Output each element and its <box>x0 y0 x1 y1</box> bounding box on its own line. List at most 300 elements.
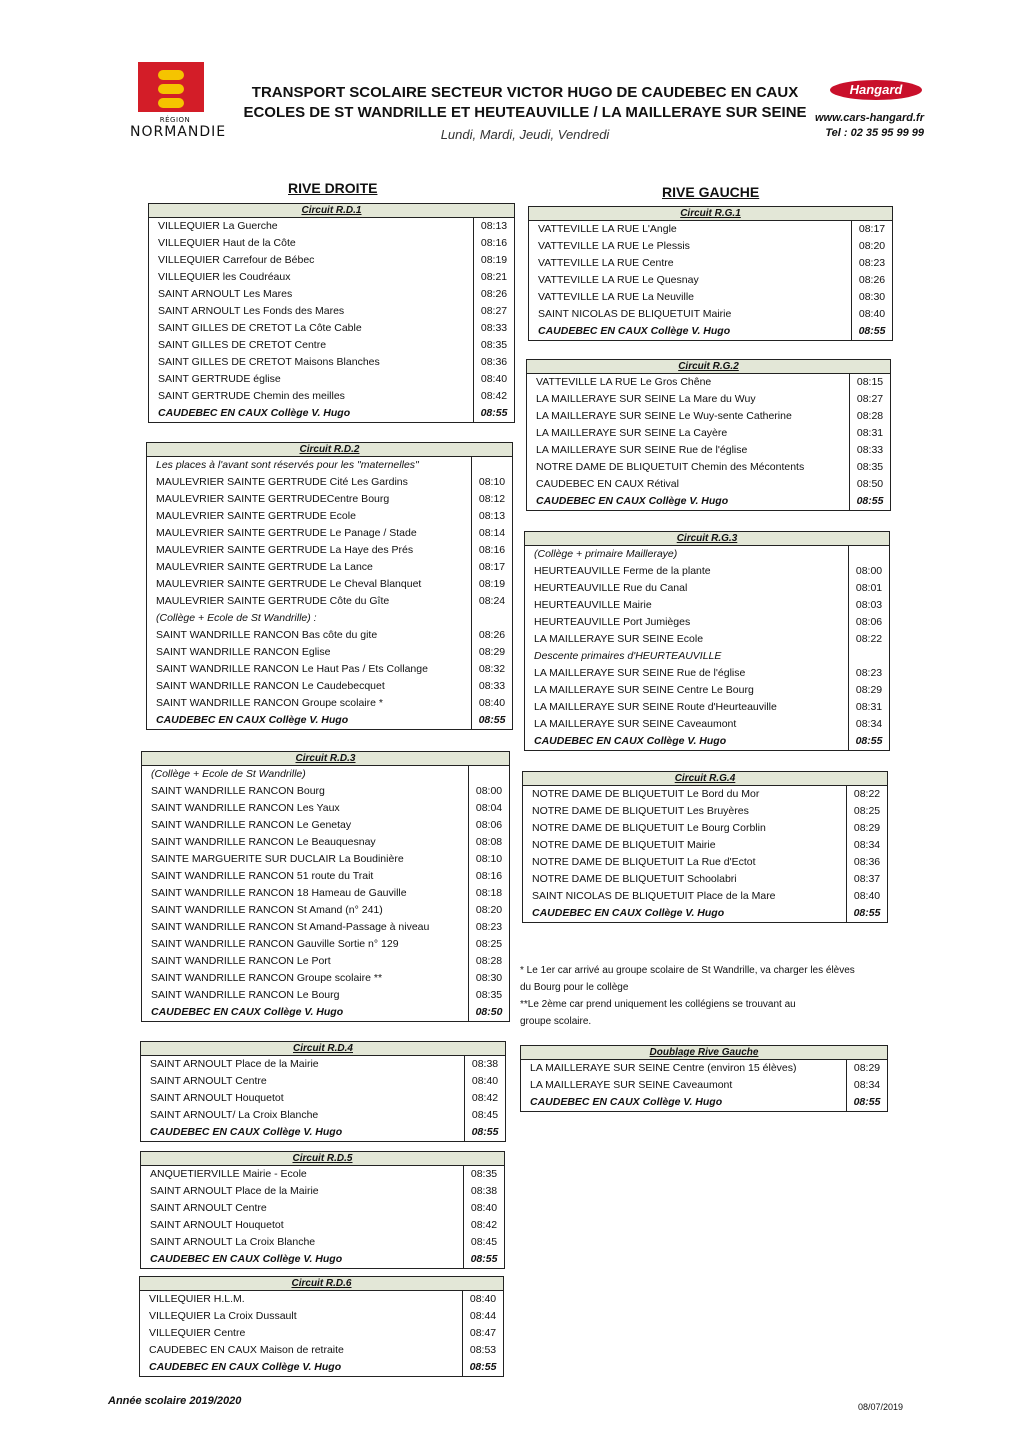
stop-row <box>527 442 890 459</box>
stop-name: VATTEVILLE LA RUE Le Plessis <box>538 240 690 252</box>
stop-row <box>529 323 892 340</box>
stop-row <box>521 1060 887 1077</box>
stop-row <box>523 888 887 905</box>
stop-name: CAUDEBEC EN CAUX Collège V. Hugo <box>530 1096 723 1108</box>
circuit-header: Circuit R.D.5 <box>141 1152 504 1166</box>
stop-row <box>142 919 509 936</box>
stop-name: SAINT ARNOULT/ La Croix Blanche <box>150 1109 319 1121</box>
stop-name: SAINT WANDRILLE RANCON Bas côte du gite <box>156 629 378 641</box>
stop-name: SAINT WANDRILLE RANCON 51 route du Trait <box>151 870 374 882</box>
stop-time: 08:16 <box>473 235 514 252</box>
stop-name: SAINT ARNOULT Houquetot <box>150 1092 284 1104</box>
stop-row <box>141 1166 504 1183</box>
website-link[interactable]: www.cars-hangard.fr <box>814 112 924 124</box>
stop-name: SAINT WANDRILLE RANCON Le Genetay <box>151 819 352 831</box>
stop-row <box>149 218 514 235</box>
stop-row <box>147 559 512 576</box>
stop-time <box>848 648 889 665</box>
stop-row <box>142 970 509 987</box>
stop-time: 08:55 <box>851 323 892 340</box>
footnote-2a: **Le 2ème car prend uniquement les collégiens se trouvant au <box>520 999 796 1010</box>
stop-row <box>147 712 512 729</box>
stop-time: 08:29 <box>846 820 887 837</box>
stop-name: LA MAILLERAYE SUR SEINE La Mare du Wuy <box>536 393 756 405</box>
stop-name: SAINT WANDRILLE RANCON Groupe scolaire ** <box>151 972 383 984</box>
stop-time <box>471 457 512 474</box>
stop-name: LA MAILLERAYE SUR SEINE Caveaumont <box>530 1079 733 1091</box>
stop-row <box>527 391 890 408</box>
stop-time: 08:27 <box>473 303 514 320</box>
stop-time: 08:35 <box>849 459 890 476</box>
region-label: RÉGION <box>159 116 191 124</box>
stop-row <box>525 699 889 716</box>
stop-row <box>529 255 892 272</box>
stop-row <box>523 820 887 837</box>
stop-time: 08:55 <box>471 712 512 729</box>
stop-name: VILLEQUIER Haut de la Côte <box>158 237 296 249</box>
stop-name: MAULEVRIER SAINTE GERTRUDE Cité Les Gardins <box>156 476 408 488</box>
stop-row <box>141 1107 505 1124</box>
stop-name: CAUDEBEC EN CAUX Collège V. Hugo <box>151 1006 344 1018</box>
stop-name: CAUDEBEC EN CAUX Maison de retraite <box>149 1344 344 1356</box>
stop-time: 08:01 <box>848 580 889 597</box>
stop-row <box>140 1359 503 1376</box>
stop-time: 08:35 <box>473 337 514 354</box>
circuit-rg3-table <box>524 531 890 751</box>
circuit-header: Circuit R.D.2 <box>147 443 512 457</box>
stop-name: CAUDEBEC EN CAUX Collège V. Hugo <box>149 1361 342 1373</box>
region-normandie-logo <box>130 62 227 140</box>
stop-time: 08:34 <box>846 1077 887 1094</box>
stop-name: VILLEQUIER Carrefour de Bébec <box>158 254 315 266</box>
stop-time: 08:30 <box>468 970 509 987</box>
circuit-rg1-table <box>528 206 893 341</box>
stop-name: SAINT ARNOULT Centre <box>150 1202 267 1214</box>
stop-time: 08:10 <box>468 851 509 868</box>
document-title-line2: ECOLES DE ST WANDRILLE ET HEUTEAUVILLE / LA MAILLERAYE SUR SEINE <box>243 104 807 121</box>
circuit-note: Descente primaires d'HEURTEAUVILLE <box>534 650 722 662</box>
circuit-note-row <box>525 648 889 665</box>
stop-name: SAINT ARNOULT Place de la Mairie <box>150 1058 319 1070</box>
stop-time: 08:30 <box>851 289 892 306</box>
stop-row <box>147 474 512 491</box>
stop-time: 08:24 <box>471 593 512 610</box>
stop-row <box>527 374 890 391</box>
stop-row <box>149 252 514 269</box>
stop-name: SAINT ARNOULT La Croix Blanche <box>150 1236 316 1248</box>
stop-name: SAINT GERTRUDE Chemin des meilles <box>158 390 345 402</box>
stop-name: LA MAILLERAYE SUR SEINE Rue de l'église <box>534 667 746 679</box>
stop-time: 08:42 <box>473 388 514 405</box>
stop-time: 08:50 <box>849 476 890 493</box>
stop-time: 08:26 <box>851 272 892 289</box>
stop-row <box>149 388 514 405</box>
stop-time: 08:33 <box>471 678 512 695</box>
circuit-rg2-table <box>526 359 891 511</box>
stop-time: 08:42 <box>464 1090 505 1107</box>
stop-row <box>141 1090 505 1107</box>
stop-time: 08:45 <box>463 1234 504 1251</box>
stop-time: 08:34 <box>846 837 887 854</box>
stop-time: 08:13 <box>473 218 514 235</box>
stop-time: 08:19 <box>473 252 514 269</box>
stop-name: HEURTEAUVILLE Rue du Canal <box>534 582 688 594</box>
stop-row <box>147 491 512 508</box>
stop-time: 08:40 <box>473 371 514 388</box>
stop-row <box>149 269 514 286</box>
stop-time: 08:53 <box>462 1342 503 1359</box>
stop-row <box>149 354 514 371</box>
stop-row <box>141 1073 505 1090</box>
stop-time: 08:37 <box>846 871 887 888</box>
stop-name: LA MAILLERAYE SUR SEINE Centre (environ 15 élèves) <box>530 1062 797 1074</box>
stop-row <box>523 905 887 922</box>
stop-time: 08:04 <box>468 800 509 817</box>
stop-name: NOTRE DAME DE BLIQUETUIT Mairie <box>532 839 716 851</box>
stop-row <box>523 837 887 854</box>
stop-name: SAINT WANDRILLE RANCON Groupe scolaire * <box>156 697 383 709</box>
stop-name: SAINT WANDRILLE RANCON Le Beauquesnay <box>151 836 376 848</box>
stop-row <box>525 631 889 648</box>
stop-time: 08:08 <box>468 834 509 851</box>
stop-row <box>141 1183 504 1200</box>
stop-row <box>525 614 889 631</box>
stop-name: HEURTEAUVILLE Ferme de la plante <box>534 565 711 577</box>
stop-time <box>468 766 509 783</box>
stop-name: MAULEVRIER SAINTE GERTRUDE Ecole <box>156 510 356 522</box>
stop-name: SAINTE MARGUERITE SUR DUCLAIR La Boudinière <box>151 853 404 865</box>
stop-row <box>141 1217 504 1234</box>
stop-name: CAUDEBEC EN CAUX Collège V. Hugo <box>150 1126 343 1138</box>
stop-time: 08:23 <box>851 255 892 272</box>
circuit-rg4-table <box>522 771 888 923</box>
document-date: 08/07/2019 <box>858 1402 904 1412</box>
stop-time: 08:47 <box>462 1325 503 1342</box>
stop-row <box>142 868 509 885</box>
stop-row <box>527 493 890 510</box>
stop-row <box>521 1094 887 1111</box>
circuit-header: Circuit R.G.2 <box>527 360 890 374</box>
stop-name: MAULEVRIER SAINTE GERTRUDE La Haye des Prés <box>156 544 414 556</box>
stop-row <box>142 936 509 953</box>
stop-name: SAINT WANDRILLE RANCON Bourg <box>151 785 325 797</box>
circuit-rd3-table <box>141 751 510 1022</box>
stop-time: 08:17 <box>851 221 892 238</box>
footnote-1a: * Le 1er car arrivé au groupe scolaire de St Wandrille, va charger les élèves <box>520 965 855 976</box>
stop-name: LA MAILLERAYE SUR SEINE Rue de l'église <box>536 444 748 456</box>
stop-time: 08:33 <box>849 442 890 459</box>
stop-time: 08:31 <box>848 699 889 716</box>
stop-row <box>525 733 889 750</box>
stop-name: LA MAILLERAYE SUR SEINE Le Wuy-sente Catherine <box>536 410 792 422</box>
stop-row <box>142 953 509 970</box>
stop-time: 08:55 <box>846 1094 887 1111</box>
stop-row <box>147 644 512 661</box>
stop-row <box>523 871 887 888</box>
stop-name: SAINT ARNOULT Les Fonds des Mares <box>158 305 345 317</box>
stop-time: 08:32 <box>471 661 512 678</box>
stop-time: 08:17 <box>471 559 512 576</box>
stop-time <box>848 546 889 563</box>
stop-name: CAUDEBEC EN CAUX Collège V. Hugo <box>532 907 725 919</box>
stop-time: 08:31 <box>849 425 890 442</box>
stop-time: 08:29 <box>471 644 512 661</box>
stop-time: 08:40 <box>851 306 892 323</box>
circuit-header: Doublage Rive Gauche <box>521 1046 887 1060</box>
circuit-note: (Collège + primaire Mailleraye) <box>534 548 678 560</box>
stop-name: VILLEQUIER H.L.M. <box>149 1293 245 1305</box>
stop-name: SAINT NICOLAS DE BLIQUETUIT Mairie <box>538 308 732 320</box>
stop-row <box>525 597 889 614</box>
stop-row <box>529 238 892 255</box>
stop-row <box>149 235 514 252</box>
stop-name: MAULEVRIER SAINTE GERTRUDE La Lance <box>156 561 373 573</box>
stop-name: MAULEVRIER SAINTE GERTRUDE Côte du Gîte <box>156 595 390 607</box>
stop-row <box>149 320 514 337</box>
stop-name: SAINT GILLES DE CRETOT La Côte Cable <box>158 322 362 334</box>
stop-name: SAINT WANDRILLE RANCON Le Caudebecquet <box>156 680 385 692</box>
stop-name: HEURTEAUVILLE Port Jumièges <box>534 616 691 628</box>
stop-time: 08:40 <box>462 1291 503 1308</box>
stop-time: 08:22 <box>848 631 889 648</box>
stop-name: HEURTEAUVILLE Mairie <box>534 599 652 611</box>
stop-name: SAINT GERTRUDE église <box>158 373 281 385</box>
stop-name: VATTEVILLE LA RUE Centre <box>538 257 674 269</box>
circuit-rd2-table <box>146 442 513 730</box>
stop-name: CAUDEBEC EN CAUX Collège V. Hugo <box>534 735 727 747</box>
stop-name: VILLEQUIER Centre <box>149 1327 246 1339</box>
stop-time: 08:55 <box>473 405 514 422</box>
stop-name: LA MAILLERAYE SUR SEINE La Cayère <box>536 427 728 439</box>
circuit-note-row <box>147 457 512 474</box>
circuit-note-row <box>525 546 889 563</box>
stop-time: 08:40 <box>846 888 887 905</box>
stop-name: SAINT GILLES DE CRETOT Maisons Blanches <box>158 356 380 368</box>
stop-name: CAUDEBEC EN CAUX Collège V. Hugo <box>150 1253 343 1265</box>
circuit-header: Circuit R.G.3 <box>525 532 889 546</box>
stop-time: 08:55 <box>849 493 890 510</box>
stop-time: 08:55 <box>464 1124 505 1141</box>
stop-name: MAULEVRIER SAINTE GERTRUDE Le Panage / Stade <box>156 527 417 539</box>
footnotes <box>520 962 900 1030</box>
stop-name: VILLEQUIER La Guerche <box>158 220 278 232</box>
stop-row <box>525 665 889 682</box>
stop-row <box>142 783 509 800</box>
stop-time: 08:10 <box>471 474 512 491</box>
stop-name: VATTEVILLE LA RUE La Neuville <box>538 291 695 303</box>
stop-row <box>142 902 509 919</box>
doublage-rive-gauche-table <box>520 1045 888 1112</box>
stop-name: VATTEVILLE LA RUE L'Angle <box>538 223 677 235</box>
stop-time: 08:40 <box>463 1200 504 1217</box>
stop-time: 08:25 <box>846 803 887 820</box>
stop-name: SAINT ARNOULT Les Mares <box>158 288 293 300</box>
stop-name: VATTEVILLE LA RUE Le Gros Chêne <box>536 376 712 388</box>
stop-row <box>142 817 509 834</box>
stop-name: MAULEVRIER SAINTE GERTRUDE Le Cheval Blanquet <box>156 578 422 590</box>
stop-row <box>140 1291 503 1308</box>
stop-row <box>141 1234 504 1251</box>
stop-row <box>527 476 890 493</box>
stop-time: 08:29 <box>848 682 889 699</box>
stop-time: 08:50 <box>468 1004 509 1021</box>
stop-row <box>529 289 892 306</box>
stop-time: 08:38 <box>463 1183 504 1200</box>
stop-time: 08:00 <box>468 783 509 800</box>
circuit-note-row <box>142 766 509 783</box>
circuit-header: Circuit R.G.1 <box>529 207 892 221</box>
stop-name: SAINT NICOLAS DE BLIQUETUIT Place de la Mare <box>532 890 776 902</box>
stop-row <box>142 885 509 902</box>
stop-name: SAINT ARNOULT Place de la Mairie <box>150 1185 319 1197</box>
stop-time: 08:40 <box>464 1073 505 1090</box>
stop-name: SAINT WANDRILLE RANCON Gauville Sortie n° 129 <box>151 938 399 950</box>
stop-name: SAINT WANDRILLE RANCON Le Haut Pas / Ets Collange <box>156 663 428 675</box>
stop-name: NOTRE DAME DE BLIQUETUIT La Rue d'Ectot <box>532 856 756 868</box>
stop-name: ANQUETIERVILLE Mairie - Ecole <box>150 1168 307 1180</box>
stop-row <box>142 987 509 1004</box>
stop-name: SAINT ARNOULT Centre <box>150 1075 267 1087</box>
stop-row <box>147 695 512 712</box>
stop-name: SAINT WANDRILLE RANCON 18 Hameau de Gauville <box>151 887 407 899</box>
stop-row <box>529 272 892 289</box>
stop-name: LA MAILLERAYE SUR SEINE Centre Le Bourg <box>534 684 754 696</box>
stop-row <box>149 303 514 320</box>
stop-time: 08:45 <box>464 1107 505 1124</box>
stop-name: LA MAILLERAYE SUR SEINE Caveaumont <box>534 718 737 730</box>
stop-time: 08:44 <box>462 1308 503 1325</box>
circuit-header: Circuit R.D.6 <box>140 1277 503 1291</box>
stop-name: SAINT GILLES DE CRETOT Centre <box>158 339 327 351</box>
stop-row <box>525 563 889 580</box>
stop-time: 08:35 <box>468 987 509 1004</box>
stop-row <box>147 542 512 559</box>
stop-time: 08:06 <box>848 614 889 631</box>
stop-time: 08:06 <box>468 817 509 834</box>
stop-name: SAINT WANDRILLE RANCON Eglise <box>156 646 331 658</box>
stop-time: 08:28 <box>468 953 509 970</box>
stop-row <box>525 580 889 597</box>
stop-time <box>471 610 512 627</box>
stop-time: 08:13 <box>471 508 512 525</box>
stop-row <box>525 682 889 699</box>
stop-time: 08:03 <box>848 597 889 614</box>
stop-time: 08:20 <box>468 902 509 919</box>
stop-time: 08:16 <box>471 542 512 559</box>
stop-time: 08:33 <box>473 320 514 337</box>
stop-name: NOTRE DAME DE BLIQUETUIT Le Bord du Mor <box>532 788 760 800</box>
stop-name: LA MAILLERAYE SUR SEINE Ecole <box>534 633 704 645</box>
normandy-flag-icon <box>138 62 204 112</box>
region-name: NORMANDIE <box>130 124 227 140</box>
circuit-header: Circuit R.G.4 <box>523 772 887 786</box>
stop-row <box>527 459 890 476</box>
stop-row <box>523 803 887 820</box>
stop-row <box>525 716 889 733</box>
stop-time: 08:20 <box>851 238 892 255</box>
stop-name: VATTEVILLE LA RUE Le Quesnay <box>538 274 699 286</box>
stop-name: CAUDEBEC EN CAUX Collège V. Hugo <box>158 407 351 419</box>
stop-time: 08:27 <box>849 391 890 408</box>
stop-row <box>527 425 890 442</box>
stop-name: MAULEVRIER SAINTE GERTRUDECentre Bourg <box>156 493 390 505</box>
stop-name: SAINT ARNOULT Houquetot <box>150 1219 284 1231</box>
stop-time: 08:12 <box>471 491 512 508</box>
stop-time: 08:19 <box>471 576 512 593</box>
stop-time: 08:55 <box>846 905 887 922</box>
stop-time: 08:35 <box>463 1166 504 1183</box>
stop-row <box>142 1004 509 1021</box>
stop-time: 08:00 <box>848 563 889 580</box>
stop-row <box>149 371 514 388</box>
stop-row <box>147 627 512 644</box>
stop-row <box>140 1342 503 1359</box>
stop-name: CAUDEBEC EN CAUX Rétival <box>536 478 679 490</box>
stop-row <box>141 1200 504 1217</box>
stop-name: SAINT WANDRILLE RANCON Les Yaux <box>151 802 340 814</box>
stop-time: 08:26 <box>471 627 512 644</box>
footnote-2b: groupe scolaire. <box>520 1016 592 1027</box>
stop-time: 08:36 <box>473 354 514 371</box>
stop-row <box>140 1325 503 1342</box>
document-title-line1: TRANSPORT SCOLAIRE SECTEUR VICTOR HUGO DE CAUDEBEC EN CAUX <box>251 84 799 101</box>
stop-name: CAUDEBEC EN CAUX Collège V. Hugo <box>538 325 731 337</box>
stop-row <box>141 1124 505 1141</box>
stop-name: NOTRE DAME DE BLIQUETUIT Le Bourg Corblin <box>532 822 766 834</box>
stop-time: 08:42 <box>463 1217 504 1234</box>
stop-time: 08:55 <box>848 733 889 750</box>
stop-time: 08:15 <box>849 374 890 391</box>
circuit-rd6-table <box>139 1276 504 1377</box>
stop-row <box>529 221 892 238</box>
stop-time: 08:22 <box>846 786 887 803</box>
stop-row <box>523 786 887 803</box>
stop-name: VILLEQUIER les Coudréaux <box>158 271 291 283</box>
stop-name: SAINT WANDRILLE RANCON Le Bourg <box>151 989 340 1001</box>
stop-row <box>142 851 509 868</box>
school-year: Année scolaire 2019/2020 <box>108 1395 242 1407</box>
stop-time: 08:36 <box>846 854 887 871</box>
stop-name: SAINT WANDRILLE RANCON Le Port <box>151 955 331 967</box>
stop-row <box>147 576 512 593</box>
stop-name: NOTRE DAME DE BLIQUETUIT Les Bruyères <box>532 805 749 817</box>
stop-time: 08:25 <box>468 936 509 953</box>
stop-time: 08:16 <box>468 868 509 885</box>
circuit-header: Circuit R.D.1 <box>149 204 514 218</box>
stop-time: 08:14 <box>471 525 512 542</box>
stop-time: 08:34 <box>848 716 889 733</box>
stop-row <box>147 593 512 610</box>
stop-row <box>523 854 887 871</box>
circuit-rd5-table <box>140 1151 505 1269</box>
days-of-service: Lundi, Mardi, Jeudi, Vendredi <box>440 127 610 142</box>
stop-time: 08:28 <box>849 408 890 425</box>
stop-time: 08:55 <box>462 1359 503 1376</box>
stop-row <box>147 678 512 695</box>
stop-name: CAUDEBEC EN CAUX Collège V. Hugo <box>536 495 729 507</box>
stop-row <box>142 834 509 851</box>
stop-name: VILLEQUIER La Croix Dussault <box>149 1310 297 1322</box>
stop-name: NOTRE DAME DE BLIQUETUIT Schoolabri <box>532 873 737 885</box>
stop-row <box>529 306 892 323</box>
stop-row <box>147 525 512 542</box>
rive-gauche-heading: RIVE GAUCHE <box>662 184 760 200</box>
circuit-note-row <box>147 610 512 627</box>
stop-time: 08:40 <box>471 695 512 712</box>
circuit-header: Circuit R.D.4 <box>141 1042 505 1056</box>
stop-time: 08:18 <box>468 885 509 902</box>
stop-row <box>527 408 890 425</box>
